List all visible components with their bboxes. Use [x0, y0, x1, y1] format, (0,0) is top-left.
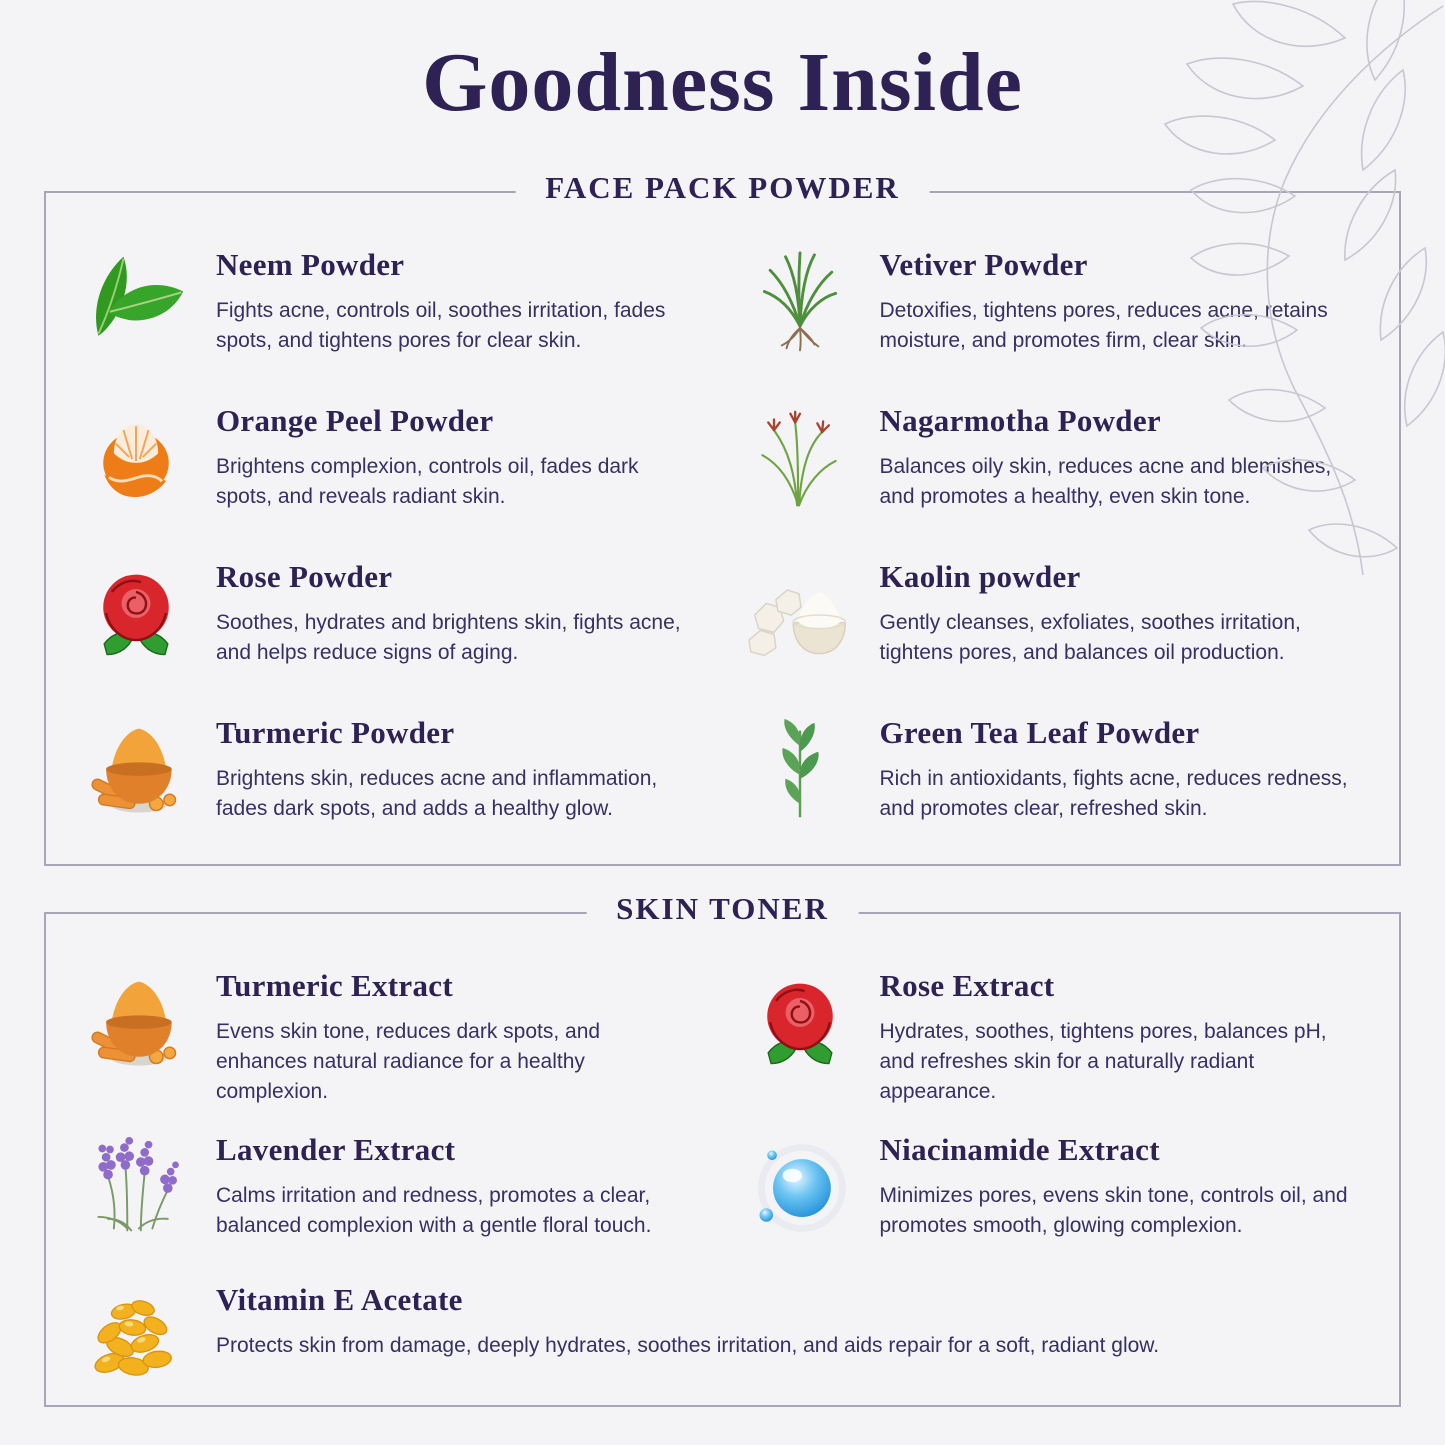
vetiver-grass-icon [736, 243, 864, 365]
neem-leaf-icon [72, 243, 200, 365]
turmeric-bowl-icon [72, 964, 200, 1086]
item-description: Minimizes pores, evens skin tone, controls oil, and promotes smooth, glowing complexion. [879, 1184, 1348, 1237]
item-description: Calms irritation and redness, promotes a clear, balanced complexion with a gentle floral touch. [216, 1184, 652, 1237]
orange-peel-icon [72, 399, 200, 521]
item-description: Brightens skin, reduces acne and inflammation, fades dark spots, and adds a healthy glow. [216, 767, 658, 820]
item-title: Rose Powder [216, 559, 393, 594]
item-description: Balances oily skin, reduces acne and blemishes, and promotes a healthy, even skin tone. [879, 455, 1332, 508]
turmeric-bowl-icon [72, 711, 200, 833]
item-description: Detoxifies, tightens pores, reduces acne, retains moisture, and promotes firm, clear skin. [879, 299, 1328, 352]
item-title: Niacinamide Extract [879, 1132, 1160, 1167]
item-title: Rose Extract [879, 968, 1055, 1003]
section-label-face-pack-powder: FACE PACK POWDER [515, 170, 930, 206]
rose-icon [736, 964, 864, 1086]
item-lavender-extract [72, 1128, 712, 1278]
niacinamide-bubble-icon [736, 1128, 864, 1250]
item-description: Evens skin tone, reduces dark spots, and enhances natural radiance for a healthy complexion. [216, 1020, 601, 1103]
item-turmeric-powder [72, 711, 712, 867]
item-orange-peel-powder [72, 399, 712, 555]
item-title: Lavender Extract [216, 1132, 456, 1167]
kaolin-clay-icon [736, 555, 864, 677]
item-rose-extract [736, 964, 1376, 1128]
item-green-tea-leaf-powder [736, 711, 1376, 867]
item-niacinamide-extract [736, 1128, 1376, 1278]
item-description: Rich in antioxidants, fights acne, reduces redness, and promotes clear, refreshed skin. [879, 767, 1348, 820]
item-title: Turmeric Extract [216, 968, 453, 1003]
nagarmotha-plant-icon [736, 399, 864, 521]
item-title: Nagarmotha Powder [879, 403, 1161, 438]
item-description: Hydrates, soothes, tightens pores, balances pH, and refreshes skin for a naturally radiant appearance. [879, 1020, 1327, 1103]
item-neem-powder [72, 243, 712, 399]
page-title: Goodness Inside [422, 36, 1023, 129]
item-title: Orange Peel Powder [216, 403, 494, 438]
item-description: Brightens complexion, controls oil, fades dark spots, and reveals radiant skin. [216, 455, 639, 508]
item-title: Green Tea Leaf Powder [879, 715, 1200, 750]
item-rose-powder [72, 555, 712, 711]
section-label-skin-toner: SKIN TONER [586, 891, 859, 927]
item-title: Neem Powder [216, 247, 405, 282]
item-vitamin-e-acetate [72, 1278, 1375, 1400]
item-title: Kaolin powder [879, 559, 1081, 594]
item-title: Turmeric Powder [216, 715, 455, 750]
section-face-pack-powder [44, 170, 1401, 866]
skin-toner-items-grid [46, 914, 1399, 1400]
item-description: Soothes, hydrates and brightens skin, fights acne, and helps reduce signs of aging. [216, 611, 681, 664]
face-pack-items-grid [46, 193, 1399, 867]
lavender-icon [72, 1128, 200, 1250]
item-description: Protects skin from damage, deeply hydrates, soothes irritation, and aids repair for a soft, radiant glow. [216, 1334, 1160, 1357]
item-title: Vetiver Powder [879, 247, 1088, 282]
item-description: Gently cleanses, exfoliates, soothes irritation, tightens pores, and balances oil production. [879, 611, 1301, 664]
item-description: Fights acne, controls oil, soothes irritation, fades spots, and tightens pores for clear skin. [216, 299, 666, 352]
rose-icon [72, 555, 200, 677]
item-nagarmotha-powder [736, 399, 1376, 555]
item-kaolin-powder [736, 555, 1376, 711]
item-title: Vitamin E Acetate [216, 1282, 463, 1317]
item-turmeric-extract [72, 964, 712, 1128]
vitamin-e-capsules-icon [72, 1278, 200, 1400]
item-vetiver-powder [736, 243, 1376, 399]
green-tea-leaf-icon [736, 711, 864, 833]
section-skin-toner [44, 891, 1401, 1407]
